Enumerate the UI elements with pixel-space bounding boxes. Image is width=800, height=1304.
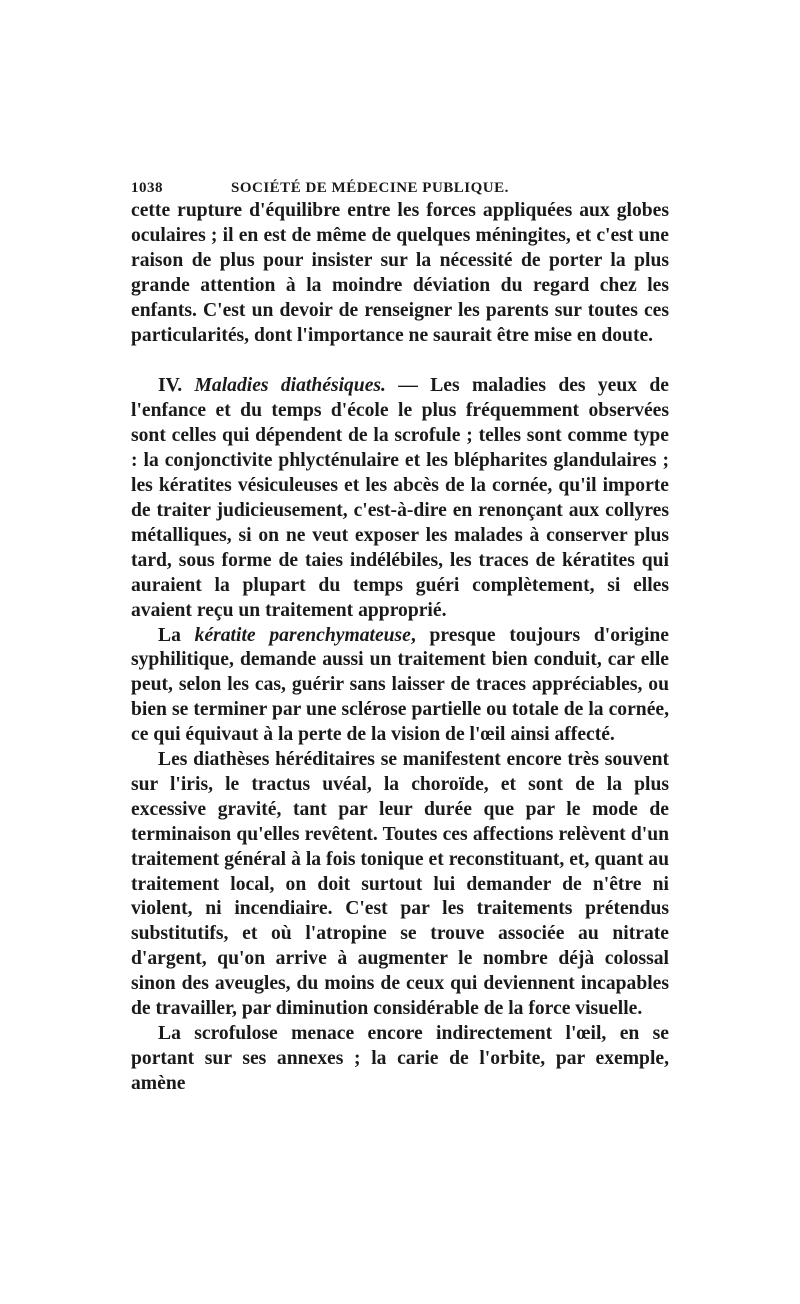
paragraph-scrofulose <box>131 1022 669 1097</box>
running-head <box>131 180 669 197</box>
running-title: SOCIÉTÉ DE MÉDECINE PUBLIQUE. <box>231 180 509 196</box>
paragraph-section-iv <box>131 374 669 623</box>
section-number: IV. <box>158 375 195 397</box>
paragraph-lead: La <box>158 624 195 646</box>
paragraph-text: cette rupture d'équilibre entre les forces appliquées aux globes oculaires ; il en est de même de quelques méningites, et c'est une raison de plus pour insister sur la nécessité de porter la plus grande attention à la moindre déviation du regard chez les enfants. C'est un devoir de renseigner les parents sur toutes ces particularités, dont l'importance ne saurait être mise en doute. <box>131 200 669 346</box>
paragraph-diatheses <box>131 748 669 1022</box>
paragraph-text: Les diathèses héréditaires se manifestent encore très souvent sur l'iris, le tractus uvéal, la choroïde, et sont de la plus excessive gravité, tant par leur durée que par le mode de terminaison qu'elles revêtent. Toutes ces affections relèvent d'un traitement général à la fois tonique et reconstituant, et, quant au traitement local, on doit surtout lui demander de n'être ni violent, ni incendiaire. C'est par les traitements prétendus substitutifs, et où l'atropine se trouve associée au nitrate d'argent, qu'on arrive à augmenter le nombre déjà colossal sinon des aveugles, du moins de ceux qui deviennent incapables de travailler, par diminution considérable de la force visuelle. <box>131 749 669 1020</box>
italic-term: kératite parenchymateuse <box>194 624 411 646</box>
book-page <box>131 180 669 1097</box>
paragraph-keratite <box>131 624 669 749</box>
body-text <box>131 199 669 1097</box>
section-title: Maladies diathésiques. <box>194 375 386 397</box>
paragraph-text: , presque toujours d'origine syphilitique, demande aussi un traitement bien conduit, car elle peut, selon les cas, guérir sans laisser de traces appréciables, ou bien se terminer par une sclérose partielle ou totale de la cornée, ce qui équivaut à la perte de la vision de l'œil ainsi affecté. <box>131 624 669 746</box>
paragraph-text: — Les maladies des yeux de l'enfance et du temps d'école le plus fréquemment observées sont celles qui dépendent de la scrofule ; telles sont comme type : la conjonctivite phlycténulaire et les blépharites glandulaires ; les kératites vésiculeuses et les abcès de la cornée, qu'il importe de traiter judicieusement, c'est-à-dire en renonçant aux collyres métalliques, si on ne veut exposer les malades à conserver plus tard, sous forme de taies indélébiles, les traces de kératites qui auraient la plupart du temps guéri complètement, si elles avaient reçu un traitement approprié. <box>131 375 670 621</box>
page-number: 1038 <box>131 180 163 196</box>
paragraph-text: La scrofulose menace encore indirectement l'œil, en se portant sur ses annexes ; la carie de l'orbite, par exemple, amène <box>131 1023 669 1094</box>
paragraph-continuation <box>131 199 669 348</box>
